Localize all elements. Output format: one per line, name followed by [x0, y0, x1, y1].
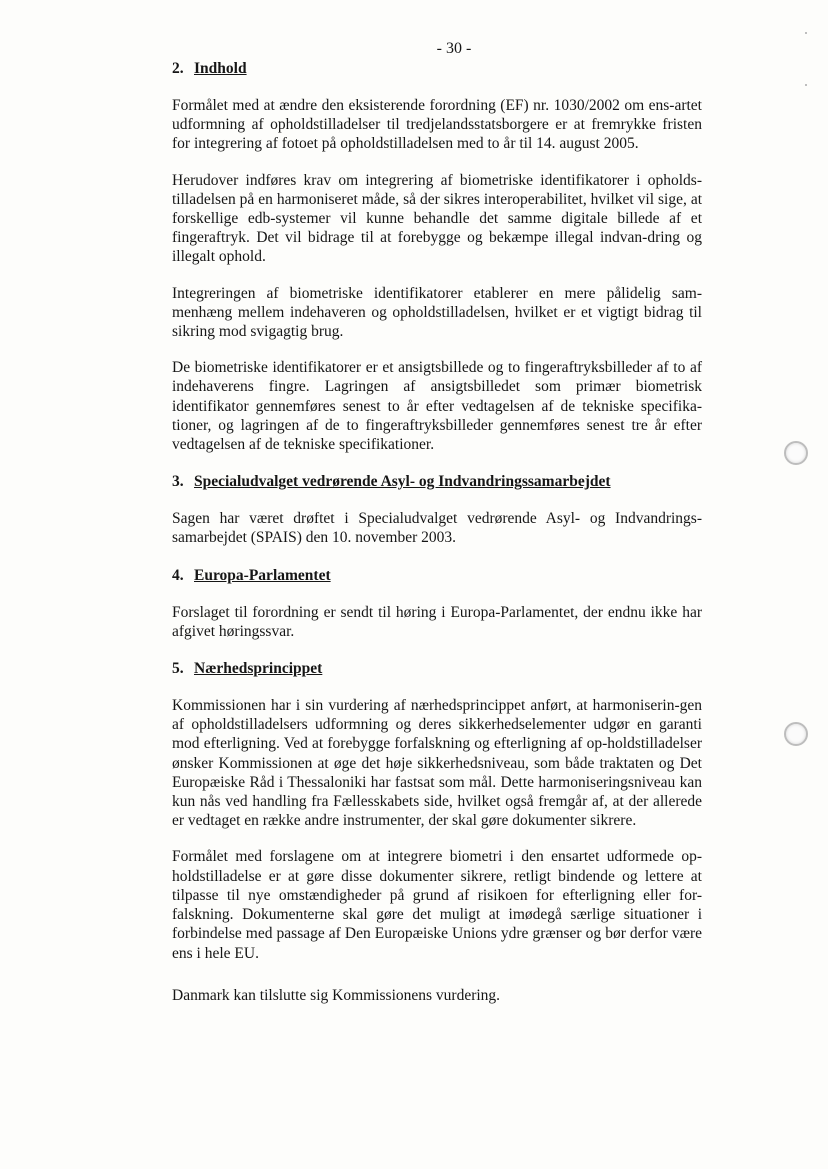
paragraph: Forslaget til forordning er sendt til høring i Europa-Parlamentet, der endnu ikke har afgivet høringssvar. [172, 603, 702, 640]
paragraph: Danmark kan tilslutte sig Kommissionens vurdering. [172, 986, 501, 1004]
paragraph: Herudover indføres krav om integrering af biometriske identifikatorer i opholds-tilladelsen på en harmoniseret måde, så der sikres interoperabilitet, hvilket vil sige, at forskellige edb-systemer vil kunne behandle det samme digitale billede af et fingeraftryk. Det vil bidrage til at forebygge og bekæmpe illegal indvan-dring og illegalt ophold. [172, 171, 702, 266]
punch-hole [784, 441, 808, 465]
paragraph: Kommissionen har i sin vurdering af nærhedsprincippet anført, at harmoniserin-gen af opholdstilladelsers udformning og deres sikkerhedselementer udgør en garanti mod efterligning. Ved at forebygge forfalskning og efterligning af op-holdstilladelser ønsker Kommissionen at øge det høje sikkerhedsniveau, som både traktaten og Det Europæiske Råd i Thessaloniki har fastsat som mål. Dette harmoniseringsniveau kan kun nås ved handling fra Fællesskabets side, hvilket også fremgår af, at der allerede er vedtaget en række andre instrumenter, der skal gøre dokumenter sikrere. [172, 697, 702, 830]
scan-speck [805, 84, 807, 86]
section-title: Indhold [194, 60, 247, 77]
scan-speck [805, 32, 807, 34]
section-number: 3. [172, 473, 184, 491]
section-heading-specialudvalget [172, 471, 702, 493]
section-number: 4. [172, 566, 184, 584]
section-heading-naerhedsprincippet [172, 658, 702, 680]
paragraph: Integreringen af biometriske identifikatorer etablerer en mere pålidelig sam-menhæng mellem indehaveren og opholdstilladelsen, hvilket er et vigtigt bidrag til sikring mod svigagtig brug. [172, 284, 702, 341]
paragraph: De biometriske identifikatorer er et ansigtsbillede og to fingeraftryksbilleder af to af indehaverens fingre. Lagringen af ansigtsbilledet som primær biometrisk identifikator gennemføres senest to år efter vedtagelsen af de tekniske specifika-tioner, og lagringen af de to fingeraftryksbilleder gennemføres senest tre år efter vedtagelsen af de tekniske specifikationer. [172, 359, 702, 454]
section-title: Europa-Parlamentet [194, 566, 331, 584]
section-title: Nærhedsprincippet [194, 660, 323, 678]
punch-hole [784, 722, 808, 746]
page-number: - 30 - [436, 40, 472, 57]
paragraph: Sagen har været drøftet i Specialudvalget vedrørende Asyl- og Indvandrings-samarbejdet (SPAIS) den 10. november 2003. [172, 510, 702, 547]
paragraph: Formålet med at ændre den eksisterende forordning (EF) nr. 1030/2002 om ens-artet udformning af opholdstilladelser til tredjelandsstatsborgere er at fremrykke fristen for integrering af fotoet på opholdstilladelsen med to år til 14. august 2005. [172, 97, 702, 153]
section-number: 5. [172, 660, 184, 678]
section-number: 2. [172, 60, 184, 77]
section-heading-europa-parlamentet [172, 565, 702, 587]
section-title: Specialudvalget vedrørende Asyl- og Indvandringssamarbejdet [194, 473, 611, 491]
section-heading-indhold [172, 58, 702, 80]
document-body [172, 58, 702, 1005]
paragraph: Formålet med forslagene om at integrere biometri i den ensartet udformede op-holdstilladelse er at gøre disse dokumenter sikrere, retligt bindende og lettere at tilpasse til nye omstændigheder på grund af risikoen for efterligning eller for-falskning. Dokumenterne skal gøre det muligt at imødegå særlige situationer i forbindelse med passage af Den Europæiske Unions ydre grænser og bør derfor være ens i hele EU. [172, 848, 702, 962]
